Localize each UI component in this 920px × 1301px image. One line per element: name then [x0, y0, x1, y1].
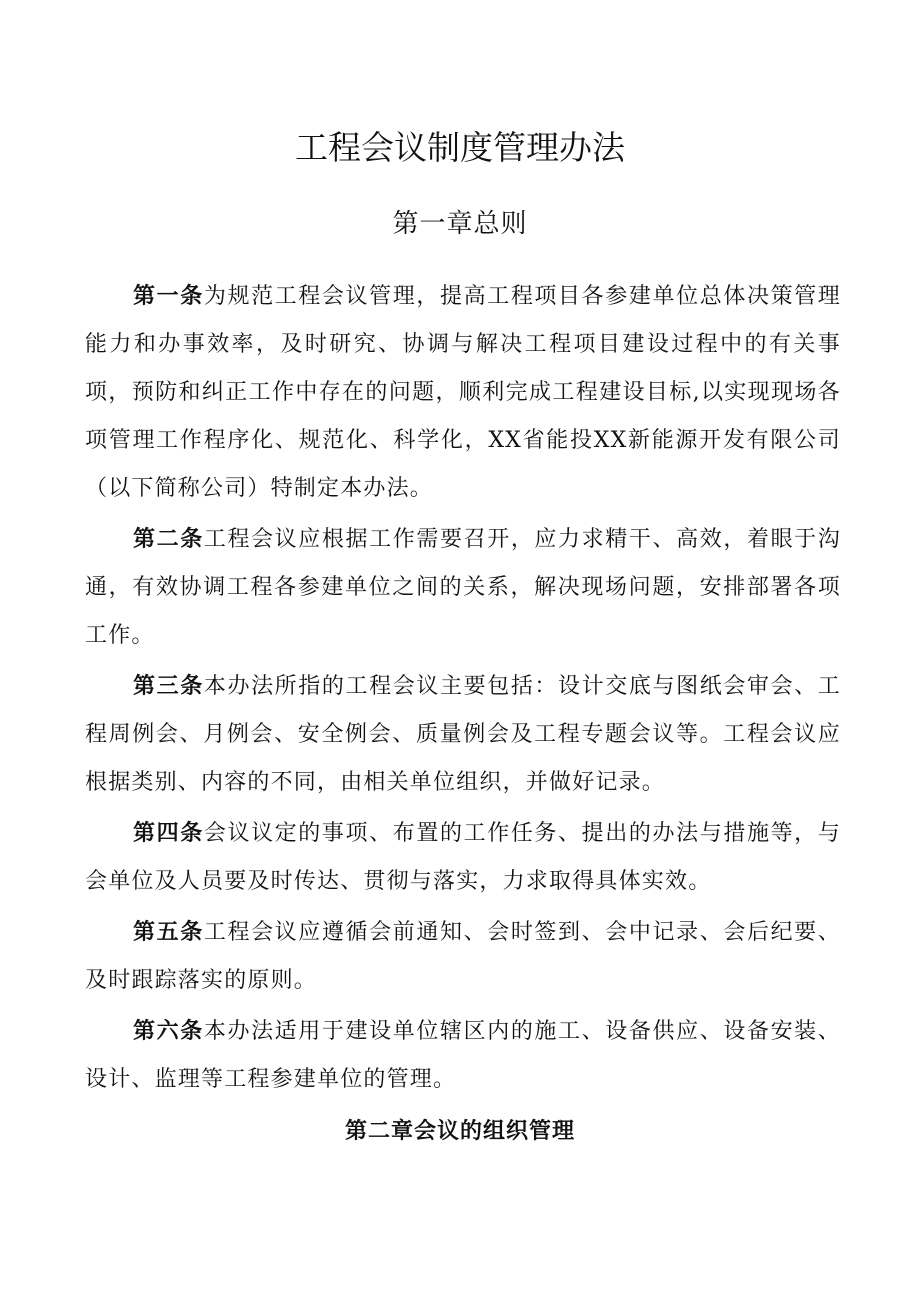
article-1 [85, 272, 841, 515]
article-text: 会议议定的事项、布置的工作任务、提出的办法与措施等，与会单位及人员要及时传达、贯彻与落实，力求取得具体实效。 [85, 821, 841, 894]
article-5 [85, 908, 841, 1007]
article-number: 第二条 [133, 526, 204, 552]
article-text: 为规范工程会议管理，提高工程项目各参建单位总体决策管理能力和办事效率，及时研究、协调与解决工程项目建设过程中的有关事项，预防和纠正工作中存在的问题，顺利完成工程建设目标,以实现现场各项管理工作程序化、规范化、科学化，XX省能投XX新能源开发有限公司（以下简称公司）特制定本办法。 [85, 284, 841, 501]
article-number: 第一条 [133, 283, 204, 309]
article-number: 第五条 [133, 919, 204, 945]
article-text: 本办法适用于建设单位辖区内的施工、设备供应、设备安装、设计、监理等工程参建单位的管理。 [85, 1019, 841, 1092]
article-text: 工程会议应遵循会前通知、会时签到、会中记录、会后纪要、及时跟踪落实的原则。 [85, 920, 841, 993]
article-4 [85, 809, 841, 908]
document-title: 工程会议制度管理办法 [295, 128, 625, 167]
chapter-heading-organization: 第二章会议的组织管理 [344, 1118, 575, 1144]
article-number: 第三条 [133, 673, 204, 699]
article-list [85, 272, 841, 1106]
chapter-heading-general: 第一章总则 [392, 209, 528, 239]
article-text: 工程会议应根据工作需要召开，应力求精干、高效，着眼于沟通，有效协调工程各参建单位之间的关系，解决现场问题，安排部署各项工作。 [85, 527, 841, 648]
article-6 [85, 1007, 841, 1106]
article-3 [85, 662, 841, 809]
article-number: 第四条 [133, 820, 204, 846]
article-text: 本办法所指的工程会议主要包括：设计交底与图纸会审会、工程周例会、月例会、安全例会、质量例会及工程专题会议等。工程会议应根据类别、内容的不同，由相关单位组织，并做好记录。 [85, 674, 841, 795]
article-number: 第六条 [133, 1018, 204, 1044]
article-2 [85, 515, 841, 662]
